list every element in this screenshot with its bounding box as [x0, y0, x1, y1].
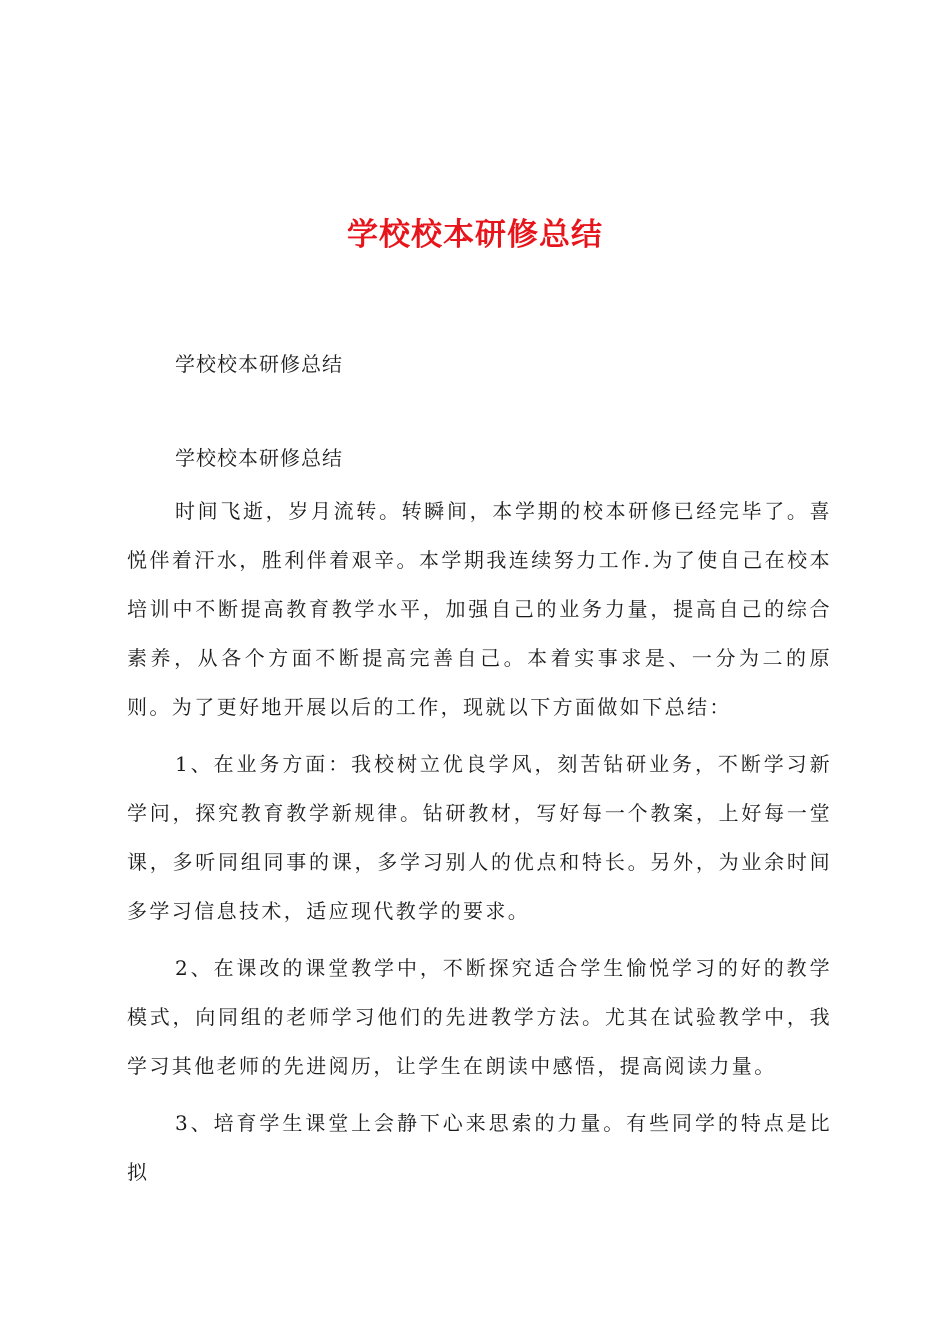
- document-subheading: 学校校本研修总结: [175, 352, 343, 376]
- paragraph-intro: 时间飞逝，岁月流转。转瞬间，本学期的校本研修已经完毕了。喜悦伴着汗水，胜利伴着艰辛。本学期我连续努力工作.为了使自己在校本培训中不断提高教育教学水平，加强自己的业务力量，提高自己的综合素养，从各个方面不断提高完善自己。本着实事求是、一分为二的原则。为了更好地开展以后的工作，现就以下方面做如下总结：: [127, 499, 832, 719]
- paragraph-item-1: 1、在业务方面：我校树立优良学风，刻苦钻研业务，不断学习新学问，探究教育教学新规律。钻研教材，写好每一个教案，上好每一堂课，多听同组同事的课，多学习别人的优点和特长。另外，为业余时间多学习信息技术，适应现代教学的要求。: [127, 752, 832, 923]
- document-title: 学校校本研修总结: [347, 217, 603, 253]
- paragraph-item-2: 2、在课改的课堂教学中，不断探究适合学生愉悦学习的好的教学模式，向同组的老师学习他们的先进教学方法。尤其在试验教学中，我学习其他老师的先进阅历，让学生在朗读中感悟，提高阅读力量。: [127, 956, 832, 1078]
- paragraph-item-3: 3、培育学生课堂上会静下心来思索的力量。有些同学的特点是比拟: [127, 1111, 832, 1184]
- document-body: [127, 343, 832, 1205]
- document-subheading: 学校校本研修总结: [175, 446, 343, 470]
